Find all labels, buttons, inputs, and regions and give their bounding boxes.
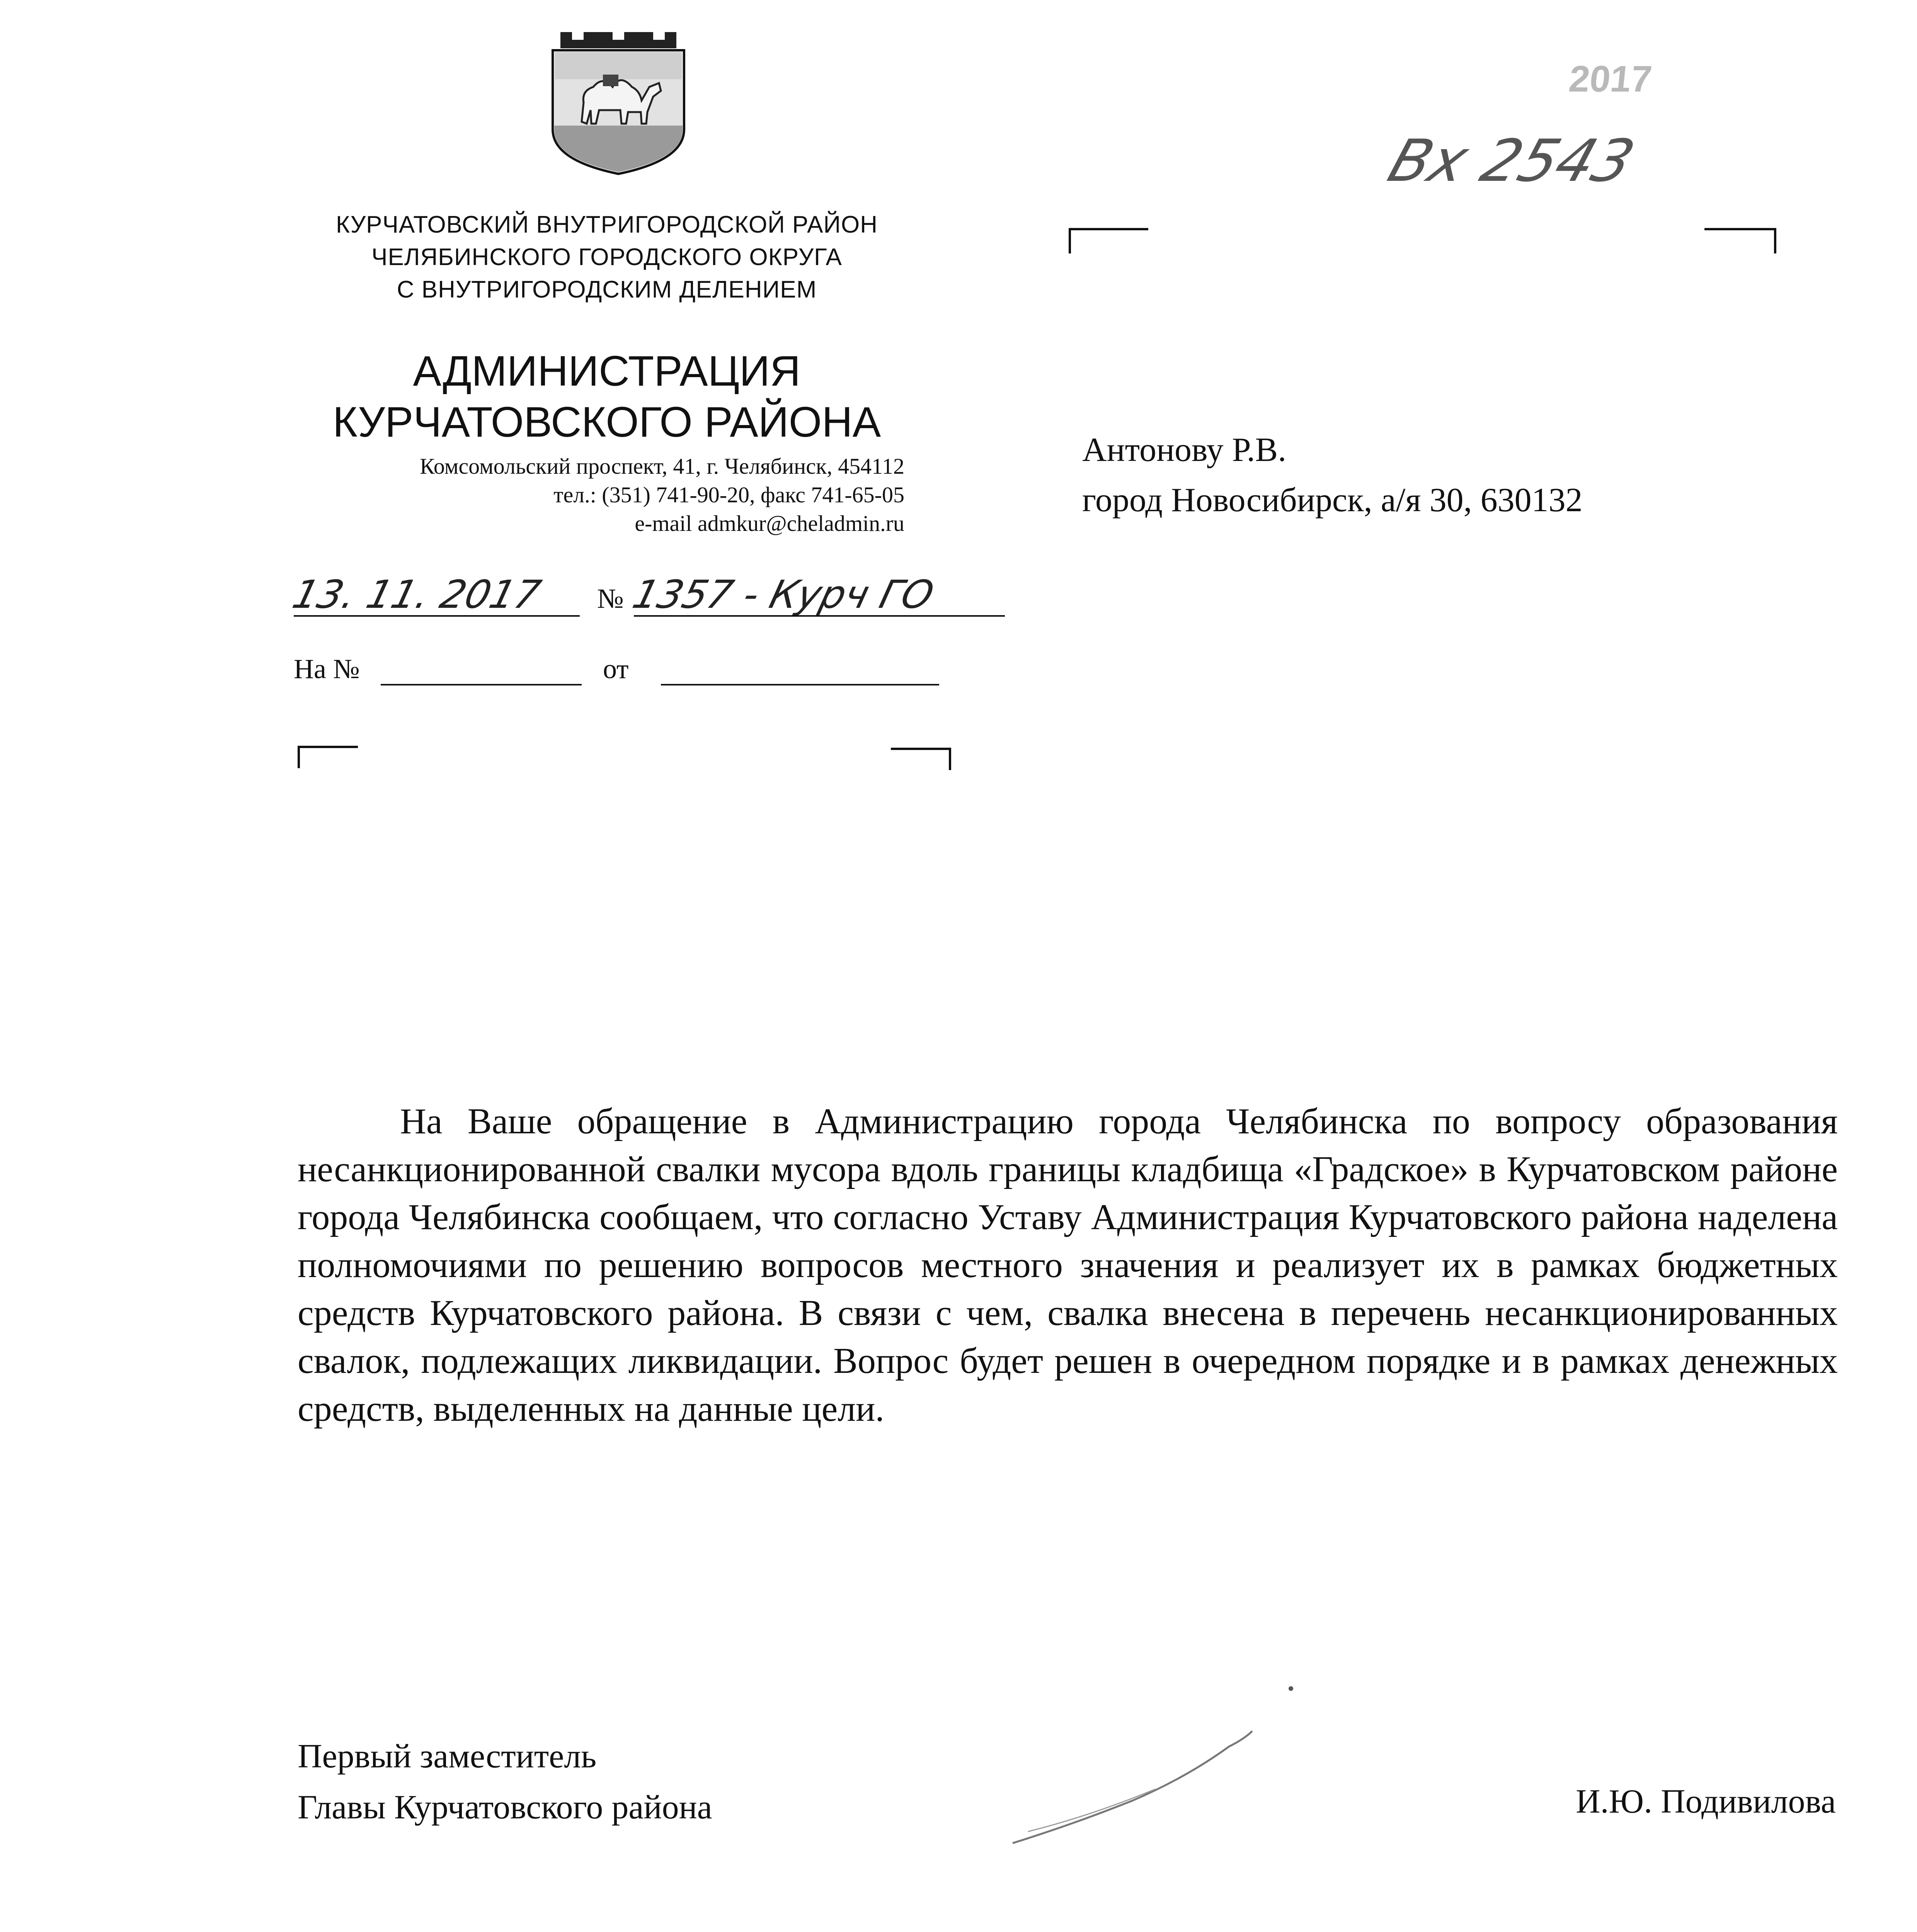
signatory-title [298,1731,993,1833]
left-field-corner-tl [298,746,358,768]
reference-number-label: На № [294,653,360,684]
incoming-stamp-number: Вх 2543 [1380,128,1643,195]
reference-number-blank [381,684,582,685]
registration-number-underline [634,615,1005,617]
registration-date-underline [294,615,580,617]
reference-line [294,653,1028,692]
signatory-title-line-1: Первый заместитель [298,1738,597,1775]
district-line-1: КУРЧАТОВСКИЙ ВНУТРИГОРОДСКОЙ РАЙОН [335,211,878,238]
district-heading [278,209,935,306]
recipient-name: Антонову Р.В. [1082,431,1287,469]
registration-date: 13. 11. 2017 [288,572,545,617]
org-line-2: КУРЧАТОВСКОГО РАЙОНА [332,398,881,446]
left-field-corner-tr [891,748,951,770]
coat-of-arms-emblem [545,29,692,176]
org-address: Комсомольский проспект, 41, г. Челябинск, 454112 [420,454,904,479]
right-field-corner-tl [1069,228,1148,253]
district-line-3: С ВНУТРИГОРОДСКИМ ДЕЛЕНИЕМ [397,276,817,303]
organization-name [278,346,935,448]
registration-number-label: № [597,583,624,614]
org-email: e-mail admkur@cheladmin.ru [635,511,904,536]
recipient-block [1082,425,1855,526]
letter-body-text: На Ваше обращение в Администрацию города Челябинска по вопросу образования несанкционированной свалки мусора вдоль границы кладбища «Градское» в Курчатовском районе города Челябинска сообщаем, что согласно Уставу Администрация Курчатовского района наделена полномочиями по решению вопросов местного значения и реализует их в рамках бюджетных средств Курчатовского района. В связи с чем, свалка внесена в перечень несанкционированных свалок, подлежащих ликвидации. Вопрос будет решен в очередном порядке и в рамках денежных средств, выделенных на данные цели. [298,1101,1838,1429]
signatory-name: И.Ю. Подивилова [1576,1783,1836,1820]
signatory-title-line-2: Главы Курчатовского района [298,1789,712,1826]
registration-number: 1357 - Курч ГО [628,572,938,617]
reference-from-label: от [603,653,629,684]
handwritten-signature [1005,1662,1322,1862]
incoming-stamp-date: 2017 [1567,58,1654,100]
registration-line [288,572,1028,626]
org-line-1: АДМИНИСТРАЦИЯ [413,347,801,395]
org-contacts [278,452,904,538]
recipient-address: город Новосибирск, а/я 30, 630132 [1082,481,1583,519]
district-line-2: ЧЕЛЯБИНСКОГО ГОРОДСКОГО ОКРУГА [371,244,842,270]
org-phones: тел.: (351) 741-90-20, факс 741-65-05 [553,482,904,507]
right-field-corner-tr [1704,228,1776,253]
reference-from-blank [661,684,939,685]
letter-body [298,1097,1838,1433]
